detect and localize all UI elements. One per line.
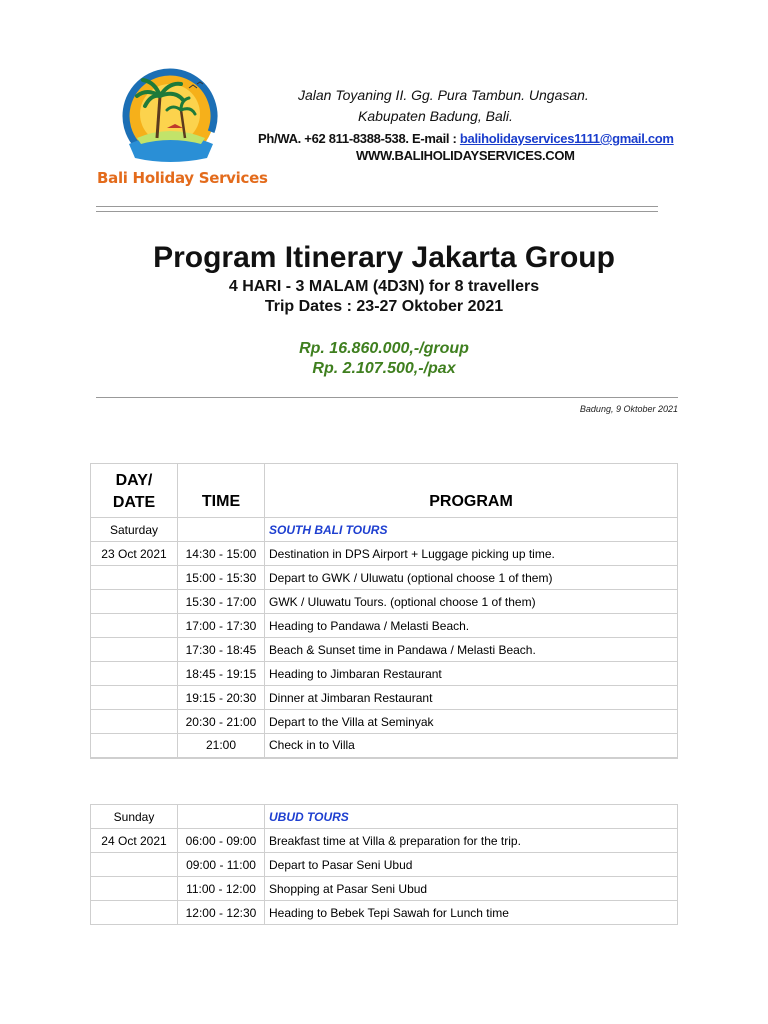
- price-per-pax: Rp. 2.107.500,-/pax: [312, 360, 456, 377]
- program-cell: Heading to Jimbaran Restaurant: [265, 662, 678, 686]
- table-row: [91, 901, 678, 925]
- program-cell: Destination in DPS Airport + Luggage picking up time.: [265, 542, 678, 566]
- header-divider-top: [96, 206, 658, 207]
- price-per-group: Rp. 16.860.000,-/group: [299, 340, 469, 357]
- tour-name: SOUTH BALI TOURS: [265, 518, 678, 542]
- date-cell: [91, 614, 178, 638]
- date-cell: [91, 566, 178, 590]
- table-row: [91, 614, 678, 638]
- day-cell: Sunday: [91, 805, 178, 829]
- table-row: [91, 638, 678, 662]
- time-cell: [178, 518, 265, 542]
- time-cell: 20:30 - 21:00: [178, 710, 265, 734]
- table-row: [91, 542, 678, 566]
- time-cell: 17:30 - 18:45: [178, 638, 265, 662]
- program-cell: Breakfast time at Villa & preparation for the trip.: [265, 829, 678, 853]
- time-cell: 11:00 - 12:00: [178, 877, 265, 901]
- time-cell: 17:00 - 17:30: [178, 614, 265, 638]
- date-cell: [91, 662, 178, 686]
- program-cell: Shopping at Pasar Seni Ubud: [265, 877, 678, 901]
- document-date: Badung, 9 Oktober 2021: [579, 404, 678, 414]
- day-cell: Saturday: [91, 518, 178, 542]
- time-cell: 19:15 - 20:30: [178, 686, 265, 710]
- time-cell: 12:00 - 12:30: [178, 901, 265, 925]
- website-link[interactable]: WWW.BALIHOLIDAYSERVICES.COM: [356, 148, 575, 163]
- date-cell: [91, 853, 178, 877]
- subtitle-duration: 4 HARI - 3 MALAM (4D3N) for 8 travellers: [228, 278, 540, 295]
- page-title: Program Itinerary Jakarta Group: [153, 241, 615, 274]
- header-date: DATE: [112, 493, 156, 511]
- table-row: [91, 566, 678, 590]
- program-cell: Dinner at Jimbaran Restaurant: [265, 686, 678, 710]
- table-header-row: [91, 464, 678, 518]
- section-divider: [96, 397, 678, 398]
- program-cell: Heading to Bebek Tepi Sawah for Lunch time: [265, 901, 678, 925]
- contact-line: [258, 131, 674, 146]
- program-cell: Beach & Sunset time in Pandawa / Melasti Beach.: [265, 638, 678, 662]
- date-cell: [91, 901, 178, 925]
- header-day: DAY/: [115, 471, 153, 489]
- address-line-2: Kabupaten Badung, Bali.: [358, 108, 513, 124]
- table-row: [91, 590, 678, 614]
- header-day-date: [91, 464, 178, 518]
- header-program: PROGRAM: [265, 464, 678, 518]
- logo-text: Bali Holiday Services: [97, 169, 268, 187]
- table-row: [91, 805, 678, 829]
- program-cell: Depart to Pasar Seni Ubud: [265, 853, 678, 877]
- time-cell: 09:00 - 11:00: [178, 853, 265, 877]
- program-cell: Depart to GWK / Uluwatu (optional choose 1 of them): [265, 566, 678, 590]
- phone-text: Ph/WA. +62 811-8388-538. E-mail :: [258, 131, 460, 146]
- table-row: [91, 662, 678, 686]
- date-cell: [91, 710, 178, 734]
- program-cell: Depart to the Villa at Seminyak: [265, 710, 678, 734]
- address-line-1: Jalan Toyaning II. Gg. Pura Tambun. Ungasan.: [298, 87, 589, 103]
- time-cell: 06:00 - 09:00: [178, 829, 265, 853]
- date-cell: [91, 638, 178, 662]
- time-cell: [178, 805, 265, 829]
- time-cell: 15:00 - 15:30: [178, 566, 265, 590]
- itinerary-table-day2: [90, 804, 678, 925]
- table-row: [91, 853, 678, 877]
- table-row: [91, 734, 678, 758]
- date-cell: [91, 590, 178, 614]
- subtitle-trip-dates: Trip Dates : 23-27 Oktober 2021: [264, 298, 504, 315]
- table-row: [91, 518, 678, 542]
- table-row: [91, 829, 678, 853]
- table-row: [91, 877, 678, 901]
- header-divider-bottom: [96, 211, 658, 212]
- tour-name: UBUD TOURS: [265, 805, 678, 829]
- itinerary-table-day1: [90, 463, 678, 759]
- time-cell: 18:45 - 19:15: [178, 662, 265, 686]
- time-cell: 14:30 - 15:00: [178, 542, 265, 566]
- table-row: [91, 686, 678, 710]
- header-time: TIME: [178, 464, 265, 518]
- date-cell: 23 Oct 2021: [91, 542, 178, 566]
- time-cell: 15:30 - 17:00: [178, 590, 265, 614]
- program-cell: Heading to Pandawa / Melasti Beach.: [265, 614, 678, 638]
- date-cell: [91, 877, 178, 901]
- date-cell: 24 Oct 2021: [91, 829, 178, 853]
- program-cell: GWK / Uluwatu Tours. (optional choose 1 of them): [265, 590, 678, 614]
- program-cell: Check in to Villa: [265, 734, 678, 758]
- date-cell: [91, 734, 178, 758]
- date-cell: [91, 686, 178, 710]
- email-link[interactable]: baliholidayservices1111@gmail.com: [459, 131, 674, 146]
- time-cell: 21:00: [178, 734, 265, 758]
- table-row: [91, 710, 678, 734]
